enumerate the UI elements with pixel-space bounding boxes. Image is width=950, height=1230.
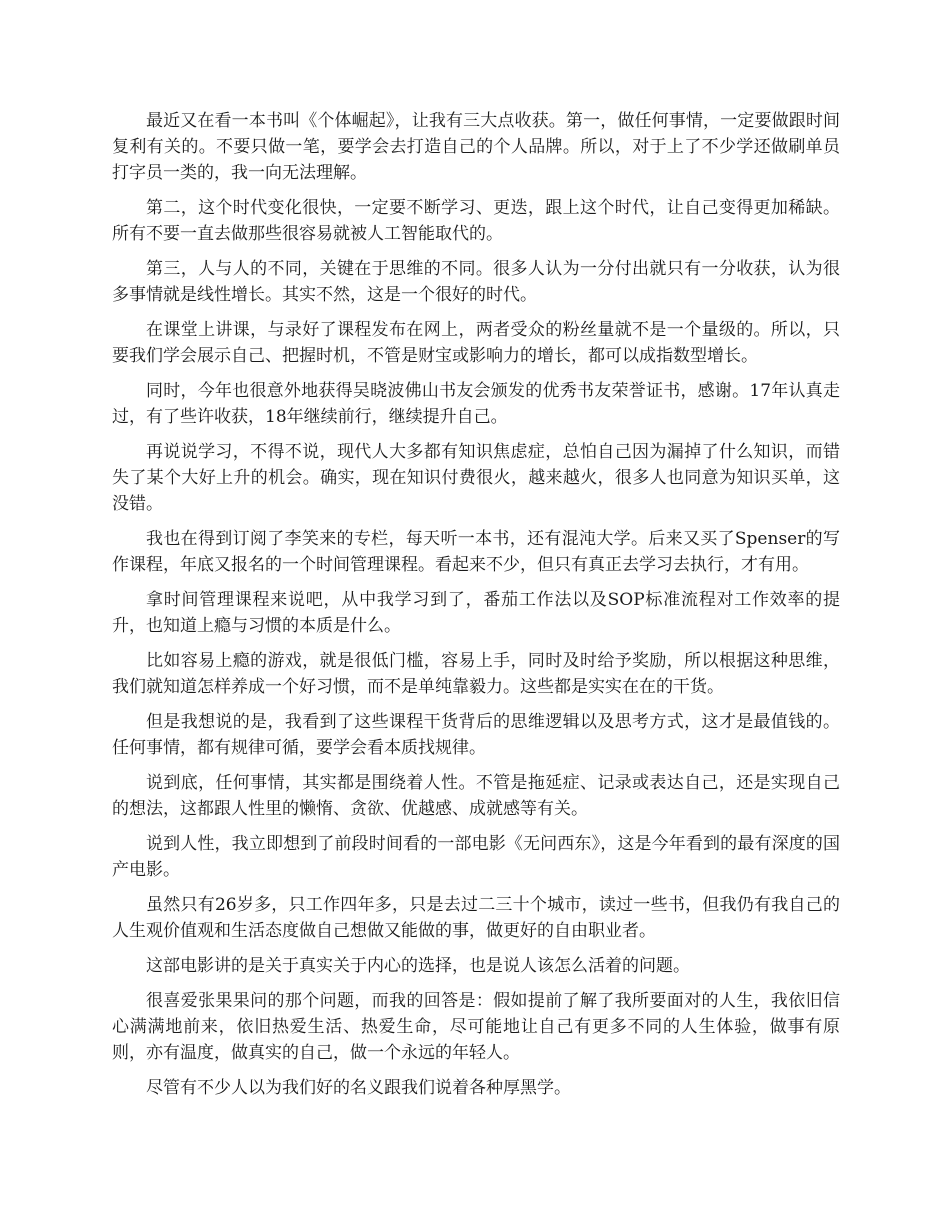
paragraph-11: 说到底，任何事情，其实都是围绕着人性。不管是拖延症、记录或表达自己，还是实现自己的想法，这都跟人性里的懒惰、贪欲、优越感、成就感等有关。 xyxy=(112,773,840,819)
paragraph-7: 我也在得到订阅了李笑来的专栏，每天听一本书，还有混沌大学。后来又买了Spenser的写作课程，年底又报名的一个时间管理课程。看起来不少，但只有真正去学习去执行，才有用。 xyxy=(112,529,840,575)
paragraph-10: 但是我想说的是，我看到了这些课程干货背后的思维逻辑以及思考方式，这才是最值钱的。任何事情，都有规律可循，要学会看本质找规律。 xyxy=(112,712,840,758)
paragraph-8: 拿时间管理课程来说吧，从中我学习到了，番茄工作法以及SOP标准流程对工作效率的提升，也知道上瘾与习惯的本质是什么。 xyxy=(112,590,840,636)
paragraph-9: 比如容易上瘾的游戏，就是很低门槛，容易上手，同时及时给予奖励，所以根据这种思维，我们就知道怎样养成一个好习惯，而不是单纯靠毅力。这些都是实实在在的干货。 xyxy=(112,651,840,697)
paragraph-13: 虽然只有26岁多，只工作四年多，只是去过二三十个城市，读过一些书，但我仍有我自己的人生观价值观和生活态度做自己想做又能做的事，做更好的自由职业者。 xyxy=(112,895,840,941)
document-page xyxy=(112,108,840,1110)
paragraph-16: 尽管有不少人以为我们好的名义跟我们说着各种厚黑学。 xyxy=(146,1078,571,1098)
paragraph-6: 再说说学习，不得不说，现代人大多都有知识焦虑症，总怕自己因为漏掉了什么知识，而错失了某个大好上升的机会。确实，现在知识付费很火，越来越火，很多人也同意为知识买单，这没错。 xyxy=(112,442,840,514)
paragraph-1: 最近又在看一本书叫《个体崛起》，让我有三大点收获。第一，做任何事情，一定要做跟时间复利有关的。不要只做一笔，要学会去打造自己的个人品牌。所以，对于上了不少学还做刷单员打字员一类的，我一向无法理解。 xyxy=(112,111,840,183)
paragraph-12: 说到人性，我立即想到了前段时间看的一部电影《无问西东》，这是今年看到的最有深度的国产电影。 xyxy=(112,834,840,880)
paragraph-15: 很喜爱张果果问的那个问题，而我的回答是：假如提前了解了我所要面对的人生，我依旧信心满满地前来，依旧热爱生活、热爱生命，尽可能地让自己有更多不同的人生体验，做事有原则，亦有温度，做真实的自己，做一个永远的年轻人。 xyxy=(112,991,840,1063)
paragraph-5: 同时，今年也很意外地获得吴晓波佛山书友会颁发的优秀书友荣誉证书，感谢。17年认真走过，有了些许收获，18年继续前行，继续提升自己。 xyxy=(112,381,840,427)
paragraph-2: 第二，这个时代变化很快，一定要不断学习、更迭，跟上这个时代，让自己变得更加稀缺。所有不要一直去做那些很容易就被人工智能取代的。 xyxy=(112,198,840,244)
paragraph-14: 这部电影讲的是关于真实关于内心的选择，也是说人该怎么活着的问题。 xyxy=(146,956,690,976)
paragraph-3: 第三，人与人的不同，关键在于思维的不同。很多人认为一分付出就只有一分收获，认为很多事情就是线性增长。其实不然，这是一个很好的时代。 xyxy=(112,259,840,305)
paragraph-4: 在课堂上讲课，与录好了课程发布在网上，两者受众的粉丝量就不是一个量级的。所以，只要我们学会展示自己、把握时机，不管是财宝或影响力的增长，都可以成指数型增长。 xyxy=(112,320,840,366)
